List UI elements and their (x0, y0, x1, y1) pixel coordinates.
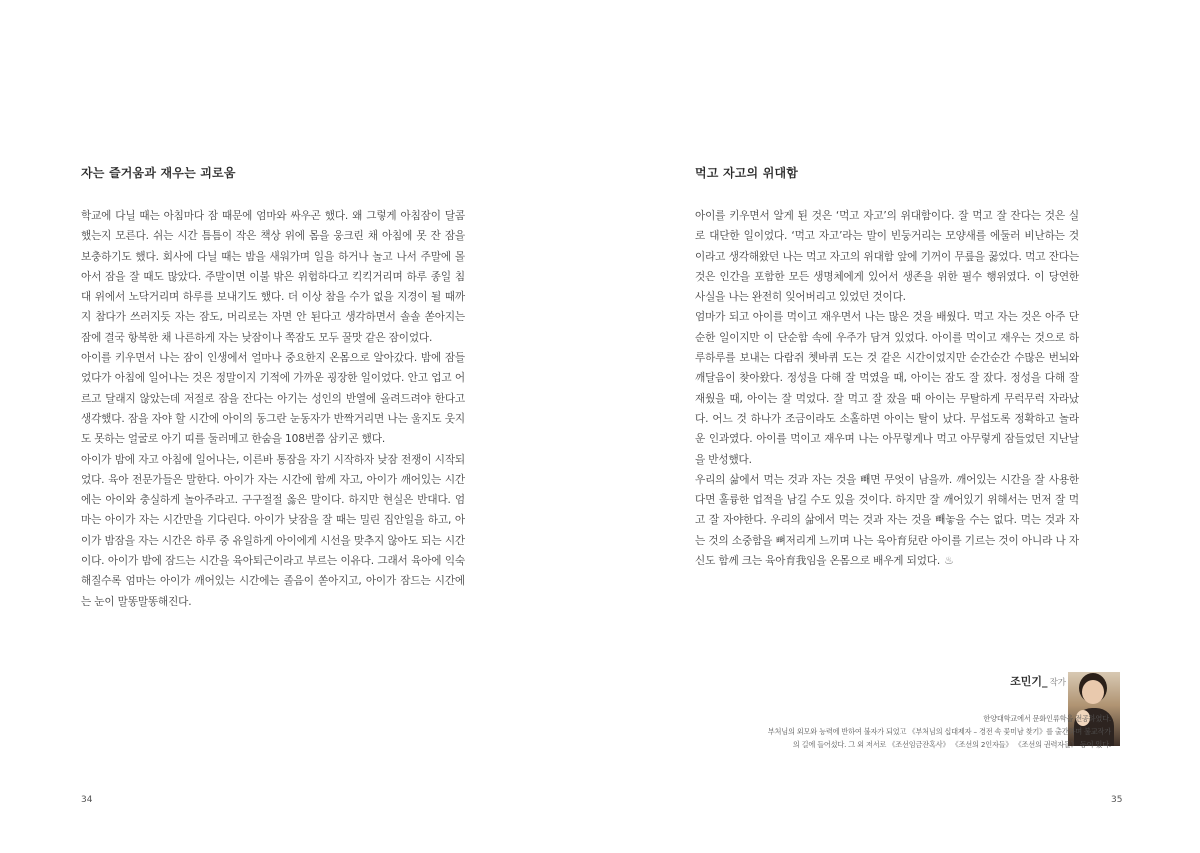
author-bio-line-2: 부처님의 외모와 능력에 반하여 불자가 되었고 《부처님의 십대제자 – 경전 속 꽃미남 찾기》를 출간하며 불교작가 (767, 727, 1111, 736)
left-paragraph-1: 학교에 다닐 때는 아침마다 잠 때문에 엄마와 싸우곤 했다. 왜 그렇게 아침잠이 달콤했는지 모른다. 쉬는 시간 틈틈이 작은 책상 위에 몸을 웅크린 채 아침에 못 잔 잠을 보충하기도 했다. 회사에 다닐 때는 밤을 새워가며 일을 하거나 놀고 나서 주말에 몰아서 잠을 잘 때도 많았다. 주말이면 이불 밖은 위험하다고 킥킥거리며 하루 종일 침대 위에서 노닥거리며 하루를 보내기도 했다. 더 이상 참을 수가 없을 지경이 될 때까지 참다가 쓰러지듯 자는 잠도, 머리로는 자면 안 된다고 생각하면서 솔솔 쏟아지는 잠에 결국 항복한 채 나른하게 자는 낮잠이나 쪽잠도 모두 꿀맛 같은 잠이었다. (81, 210, 465, 344)
author-name: 조민기_ (1010, 675, 1048, 688)
author-photo-head (1082, 680, 1104, 704)
author-bio (691, 712, 1111, 751)
author-bio-line-3: 의 길에 들어섰다. 그 외 저서로 《조선임금잔혹사》 《조선의 2인자들》 《조선의 권력자들》 등이 있다. (792, 740, 1111, 749)
right-paragraph-2: 엄마가 되고 아이를 먹이고 재우면서 나는 많은 것을 배웠다. 먹고 자는 것은 아주 단순한 일이지만 이 단순함 속에 우주가 담겨 있었다. 아이를 먹이고 재우는 것으로 하루하루를 보내는 다람쥐 쳇바퀴 도는 것 같은 시간이었지만 순간순간 수많은 번뇌와 깨달음이 찾아왔다. 정성을 다해 잘 먹였을 때, 아이는 잠도 잘 잤다. 정성을 다해 잘 재웠을 때, 아이는 잘 먹었다. 잘 먹고 잘 잤을 때 아이는 무탈하게 무럭무럭 자라났다. 어느 것 하나가 조금이라도 소홀하면 아이는 탈이 났다. 무섭도록 정확하고 놀라운 인과였다. 아이를 먹이고 재우며 나는 아무렇게나 먹고 아무렇게 잠들었던 지난날을 반성했다. (695, 311, 1079, 466)
right-paragraph-3 (695, 470, 1079, 571)
right-section-title: 먹고 자고의 위대함 (695, 166, 799, 180)
author-role: 작가 (1049, 678, 1066, 688)
right-page-number: 35 (1111, 795, 1123, 805)
right-page (600, 0, 1200, 853)
author-credit (1010, 673, 1066, 689)
end-mark-icon: ♨ (944, 554, 954, 568)
left-page-number: 34 (81, 795, 93, 805)
right-paragraph-3-text: 우리의 삶에서 먹는 것과 자는 것을 빼면 무엇이 남을까. 깨어있는 시간을 잘 사용한다면 훌륭한 업적을 남길 수도 있을 것이다. 하지만 잘 깨어있기 위해서는 먼저 잘 먹고 잘 자야한다. 우리의 삶에서 먹는 것과 자는 것을 빼놓을 수는 없다. 먹는 것과 자는 것의 소중함을 뼈저리게 느끼며 나는 육아育兒란 아이를 기르는 것이 아니라 나 자신도 함께 크는 육아育我임을 온몸으로 배우게 되었다. (695, 473, 1079, 568)
left-section-title: 자는 즐거움과 재우는 괴로움 (81, 166, 236, 180)
right-body-text (695, 206, 1079, 571)
left-body-text (81, 206, 465, 612)
left-paragraph-3: 아이가 밤에 자고 아침에 일어나는, 이른바 통잠을 자기 시작하자 낮잠 전쟁이 시작되었다. 육아 전문가들은 말한다. 아이가 자는 시간에 함께 자고, 아이가 깨어있는 시간에는 아이와 충실하게 놀아주라고. 구구절절 옳은 말이다. 하지만 현실은 반대다. 엄마는 아이가 자는 시간만을 기다린다. 아이가 낮잠을 잘 때는 밀린 집안일을 하고, 아이가 밤잠을 자는 시간은 하루 중 유일하게 아이에게 시선을 맞추지 않아도 되는 시간이다. 아이가 밤에 잠드는 시간을 육아퇴근이라고 부르는 이유다. 그래서 육아에 익숙해질수록 엄마는 아이가 깨어있는 시간에는 졸음이 쏟아지고, 아이가 잠드는 시간에는 눈이 말똥말똥해진다. (81, 453, 465, 608)
author-bio-line-1: 한양대학교에서 문화인류학을 전공하였다. (983, 714, 1111, 723)
right-paragraph-1: 아이를 키우면서 알게 된 것은 ‘먹고 자고’의 위대함이다. 잘 먹고 잘 잔다는 것은 실로 대단한 일이었다. ‘먹고 자고’라는 말이 빈둥거리는 모양새를 에둘러 비난하는 것이라고 생각해왔던 나는 먹고 자고의 위대함 앞에 기꺼이 무릎을 꿇었다. 먹고 잔다는 것은 인간을 포함한 모든 생명체에게 있어서 생존을 위한 필수 행위였다. 이 당연한 사실을 나는 완전히 잊어버리고 있었던 것이다. (695, 210, 1079, 304)
left-paragraph-2: 아이를 키우면서 나는 잠이 인생에서 얼마나 중요한지 온몸으로 알아갔다. 밤에 잠들었다가 아침에 일어나는 것은 정말이지 기적에 가까운 굉장한 일이었다. 안고 업고 어르고 달래지 않았는데 저절로 잠을 잔다는 아기는 성인의 반열에 올려드려야 한다고 생각했다. 잠을 자야 할 시간에 아이의 동그란 눈동자가 반짝거리면 나는 울지도 웃지도 못하는 얼굴로 아기 띠를 둘러메고 한숨을 108번쯤 삼키곤 했다. (81, 352, 465, 446)
